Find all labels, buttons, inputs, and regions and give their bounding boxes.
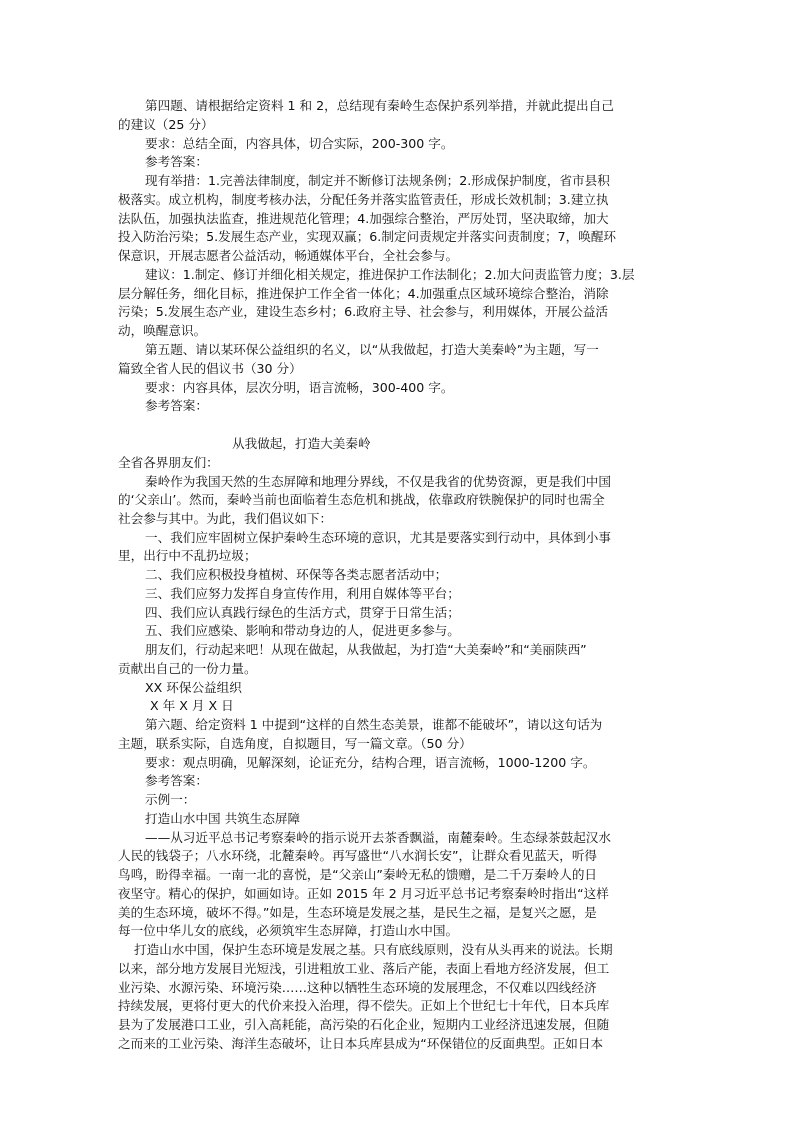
q6-example-label: 示例一：: [145, 792, 196, 807]
q6-essay-title: 打造山水中国 共筑生态屏障: [145, 811, 301, 826]
q5-prompt-line-2: 篇致全省人民的倡议书（30 分）: [118, 361, 302, 376]
q4-prompt-line-1: 第四题、请根据给定资料 1 和 2，总结现有秦岭生态保护系列举措，并就此提出自己: [145, 98, 614, 113]
q6-para2-line-1: 打造山水中国，保护生态环境是发展之基。只有底线原则，没有从头再来的说法。长期: [134, 942, 613, 957]
q5-signature-date: X 年 X 月 X 日: [150, 698, 234, 713]
q4-measures-line-5: 保意识，开展志愿者公益活动，畅通媒体平台，全社会参与。: [118, 248, 459, 263]
q4-measures-line-3: 法队伍，加强执法监查，推进规范化管理；4.加强综合整治，严厉处罚，坚决取缔，加大: [118, 211, 609, 226]
q4-suggestions-line-3: 污染；5.发展生态产业，建设生态乡村；6.政府主导、社会参与，利用媒体，开展公益活: [118, 304, 609, 319]
q6-para1-line-1: ——从习近平总书记考察秦岭的指示说开去茶香飘溢，南麓秦岭。生态绿茶鼓起汉水: [145, 830, 611, 845]
q5-item-1-line-2: 里，出行中不乱扔垃圾；: [118, 548, 257, 563]
q6-prompt-line-1: 第六题、给定资料 1 中提到“这样的自然生态美景，谁都不能破坏”，请以这句话为: [145, 717, 603, 732]
q5-closing-line-1: 朋友们，行动起来吧！从现在做起，从我做起，为打造“大美秦岭”和“美丽陕西”: [145, 642, 587, 657]
q4-measures-line-4: 投入防治污染；5.发展生态产业，实现双赢；6.制定问责规定并落实问责制度；7，唤醒环: [118, 229, 617, 244]
q6-para1-line-5: 美的生态环境，破坏不得。”如是，生态环境是发展之基，是民生之福，是复兴之愿，是: [118, 905, 597, 920]
q4-suggestions-line-2: 层分解任务，细化目标，推进保护工作全省一体化；4.加强重点区域环境综合整治，消除: [118, 286, 609, 301]
q6-para2-line-3: 业污染、水源污染、环境污染……这种以牺牲生态环境的发展理念，不仅难以四线经济: [118, 980, 597, 995]
q6-para1-line-6: 每一位中华儿女的底线，必须筑牢生态屏障，打造山水中国。: [118, 923, 459, 938]
q6-para1-line-3: 鸟鸣，盼得幸福。一南一北的喜悦，是“父亲山”秦岭无私的馈赠，是二千万秦岭人的日: [118, 867, 598, 882]
q4-measures-line-1: 现有举措：1.完善法律制度，制定并不断修订法规条例；2.形成保护制度，省市县积: [145, 173, 610, 188]
q5-requirement: 要求：内容具体，层次分明，语言流畅，300-400 字。: [145, 380, 454, 395]
q4-suggestions-line-4: 动，唤醒意识。: [118, 323, 207, 338]
q4-measures-line-2: 极落实。成立机构，制度考核办法，分配任务并落实监管责任，形成长效机制；3.建立执: [118, 192, 609, 207]
q4-prompt-line-2: 的建议（25 分）: [118, 117, 214, 132]
q5-intro-line-3: 社会参与其中。为此，我们倡议如下：: [118, 511, 333, 526]
q6-requirement: 要求：观点明确，见解深刻，论证充分，结构合理，语言流畅，1000-1200 字。: [145, 755, 596, 770]
q4-suggestions-line-1: 建议：1.制定、修订并细化相关规定，推进保护工作法制化；2.加大问责监管力度；3.层: [145, 267, 635, 282]
q5-intro-line-2: 的‘父亲山’。然而，秦岭当前也面临着生态危机和挑战，依靠政府铁腕保护的同时也需全: [118, 492, 605, 507]
q5-item-5: 五、我们应感染、影响和带动身边的人，促进更多参与。: [145, 623, 460, 638]
q4-requirement: 要求：总结全面，内容具体，切合实际，200-300 字。: [145, 136, 454, 151]
q6-para2-line-2: 以来，部分地方发展目光短浅，引进粗放工业、落后产能，表面上看地方经济发展，但工: [118, 961, 610, 976]
q5-prompt-line-1: 第五题、请以某环保公益组织的名义，以“从我做起，打造大美秦岭”为主题，写一: [145, 342, 599, 357]
q5-item-2: 二、我们应积极投身植树、环保等各类志愿者活动中；: [145, 567, 448, 582]
q5-signature-org: XX 环保公益组织: [145, 680, 242, 695]
q6-para2-line-5: 县为了发展港口工业，引入高耗能，高污染的石化企业，短期内工业经济迅速发展，但随: [118, 1017, 610, 1032]
q5-item-1-line-1: 一、我们应牢固树立保护秦岭生态环境的意识，尤其是要落实到行动中，具体到小事: [145, 530, 611, 545]
q6-prompt-line-2: 主题，联系实际，自选角度，自拟题目，写一篇文章。（50 分）: [118, 736, 472, 751]
q5-answer-label: 参考答案：: [145, 398, 208, 413]
q5-item-3: 三、我们应努力发挥自身宣传作用，利用自媒体等平台；: [145, 586, 460, 601]
q5-salutation: 全省各界朋友们：: [118, 455, 219, 470]
q5-letter-title: 从我做起，打造大美秦岭: [232, 436, 371, 451]
q5-item-4: 四、我们应认真践行绿色的生活方式，贯穿于日常生活；: [145, 605, 460, 620]
q6-para1-line-2: 人民的钱袋子；八水环绕，北麓秦岭。再写盛世“八水润长安”，让群众看见蓝天，听得: [118, 848, 598, 863]
q6-para1-line-4: 夜坚守。精心的保护，如画如诗。正如 2015 年 2 月习近平总书记考察秦岭时指出“这样: [118, 886, 609, 901]
q6-para2-line-6: 之而来的工业污染、海洋生态破坏，让日本兵库县成为“环保错位的反面典型。正如日本: [118, 1036, 604, 1051]
q4-answer-label: 参考答案：: [145, 154, 208, 169]
q5-closing-line-2: 贡献出自己的一份力量。: [118, 661, 257, 676]
q6-para2-line-4: 持续发展，更将付更大的代价来投入治理，得不偿失。正如上个世纪七十年代，日本兵库: [118, 998, 610, 1013]
q6-answer-label: 参考答案：: [145, 773, 208, 788]
q5-intro-line-1: 秦岭作为我国天然的生态屏障和地理分界线，不仅是我省的优势资源，更是我们中国: [145, 474, 611, 489]
